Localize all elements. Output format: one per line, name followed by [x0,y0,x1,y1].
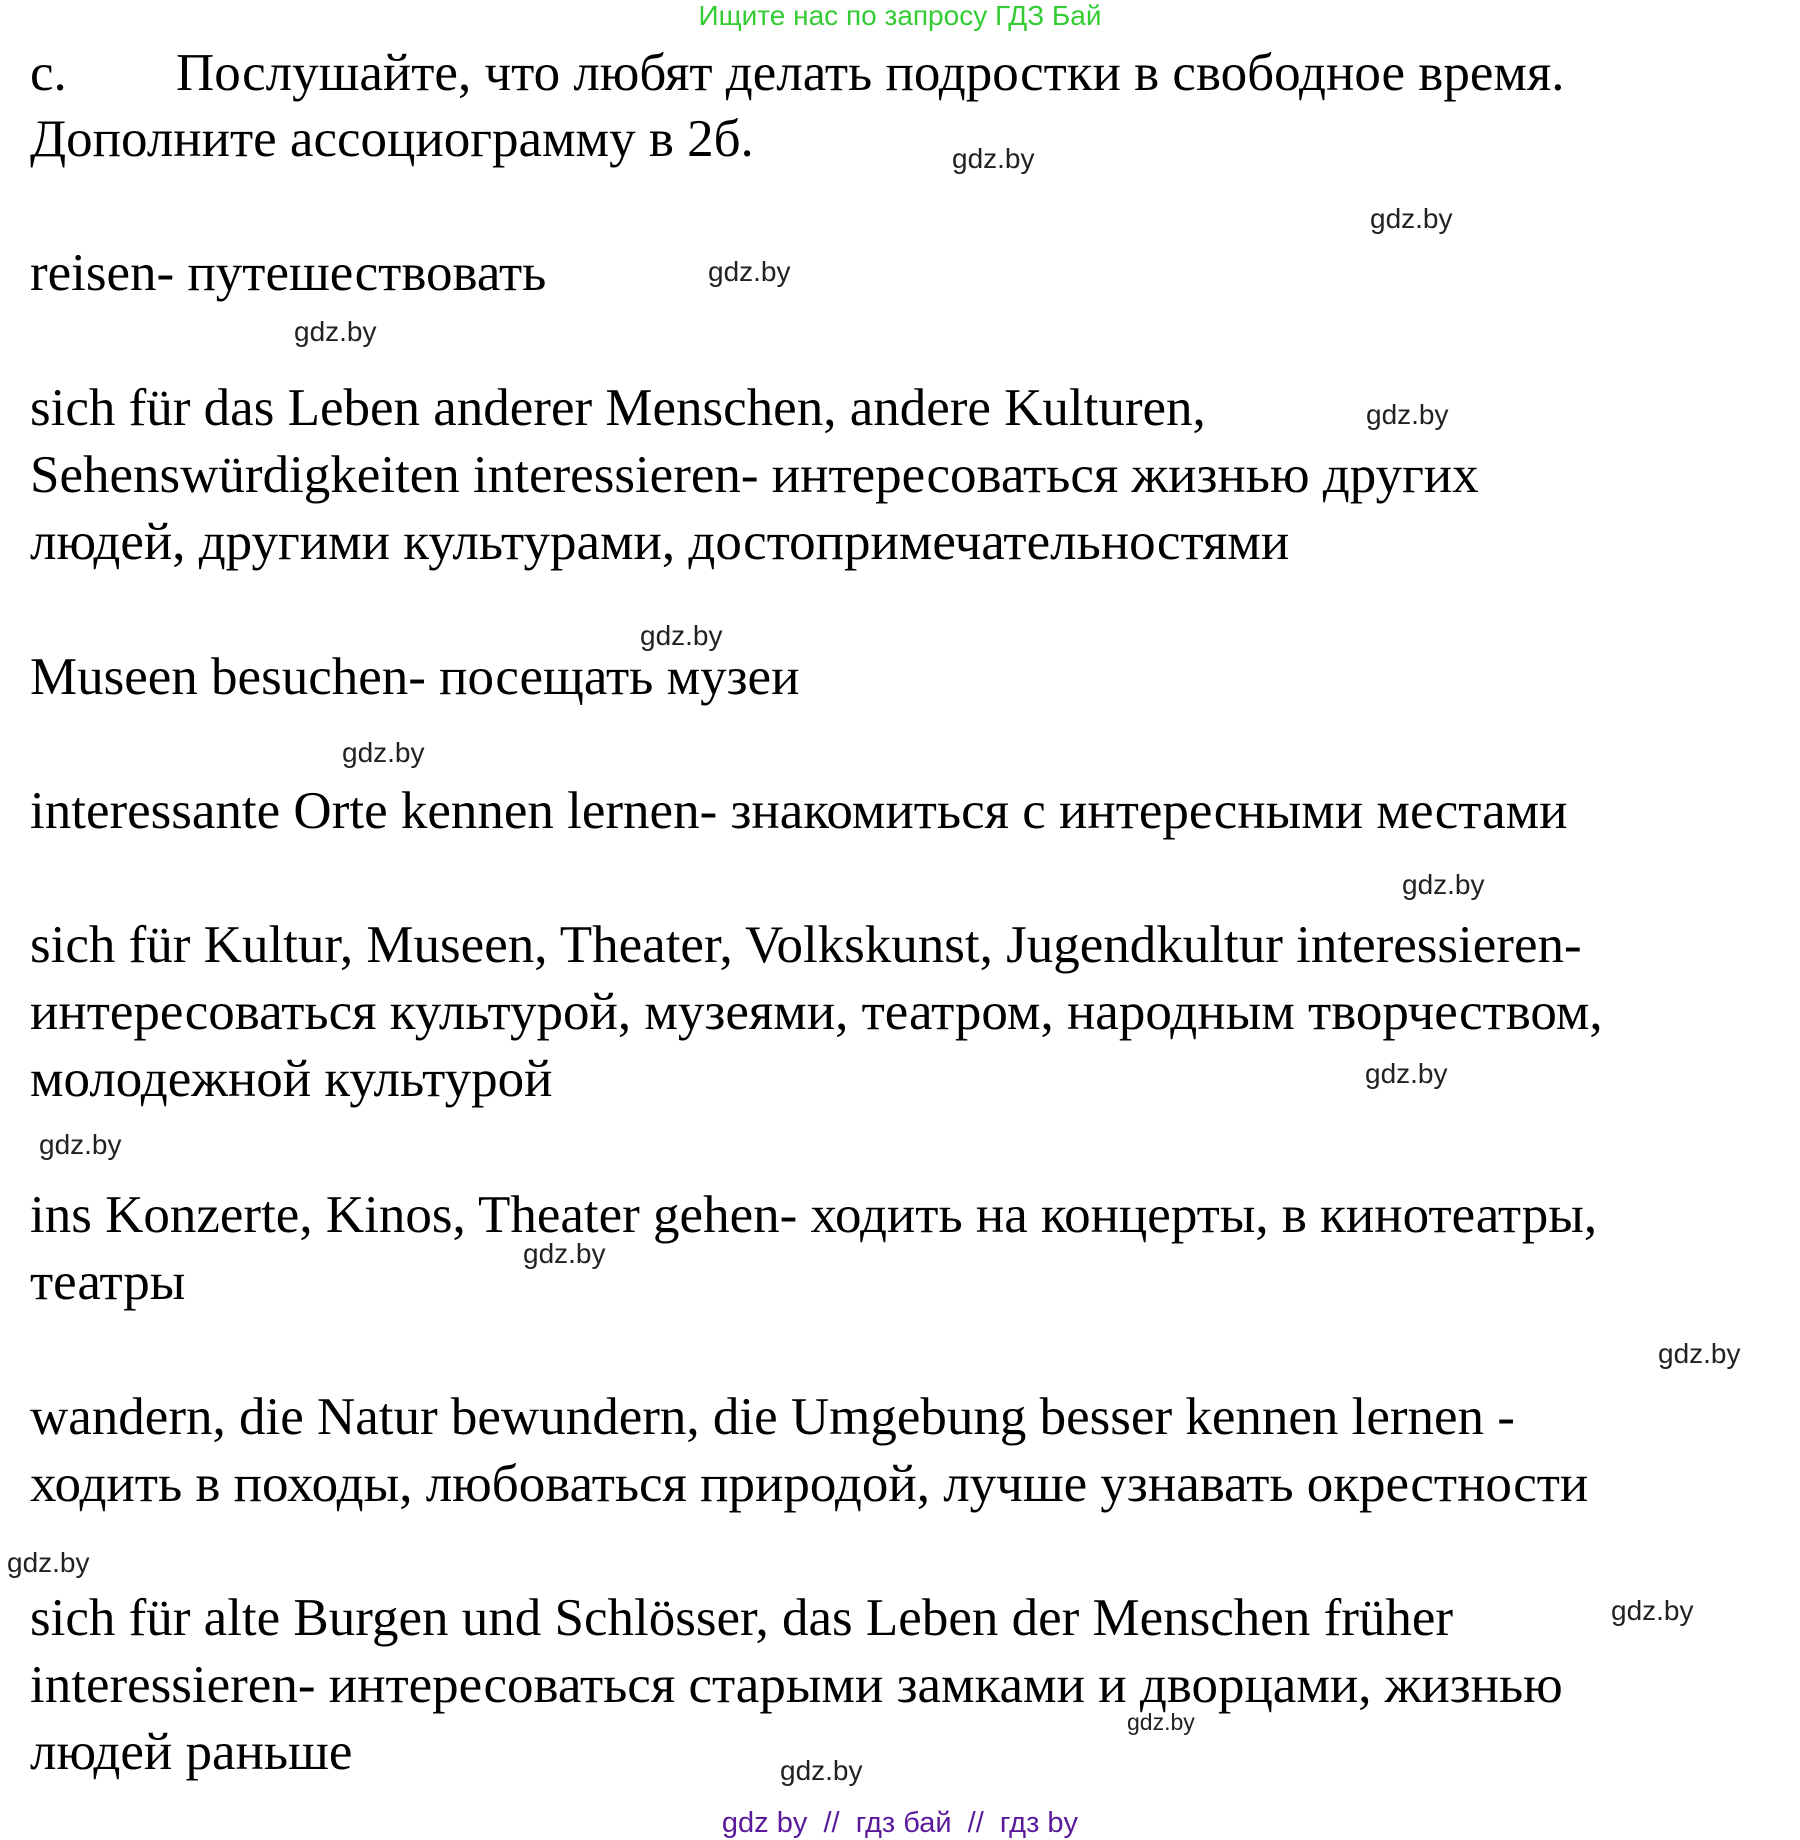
watermark: gdz.by [1370,203,1453,234]
answer-line: interessieren- интересоваться старыми замками и дворцами, жизнью [30,1656,1563,1714]
footer-links: gdz by // гдз бай // гдз by [721,1807,1079,1839]
answer-line: Museen besuchen- посещать музеи [30,648,800,706]
watermark: gdz.by [1127,1709,1195,1735]
answer-line: sich für alte Burgen und Schlösser, das Leben der Menschen früher [30,1589,1454,1647]
watermark: gdz.by [294,316,377,347]
answer-line: ins Konzerte, Kinos, Theater gehen- ходить на концерты, в кинотеатры, [30,1186,1598,1244]
task-instruction: Послушайте, что любят делать подростки в свободное время. [176,44,1565,102]
watermark: gdz.by [1366,399,1449,430]
answer-line: Sehenswürdigkeiten interessieren- интересоваться жизнью других [30,446,1479,504]
watermark: gdz.by [1402,869,1485,900]
task-line-2: Дополните ассоциограмму в 2б. [30,110,754,168]
watermark: gdz.by [39,1129,122,1160]
answer-line: людей раньше [30,1723,353,1781]
watermark: gdz.by [1365,1058,1448,1089]
answer-line: interessante Orte kennen lernen- знакомиться с интересными местами [30,782,1568,840]
answer-line: reisen- путешествовать [30,244,547,302]
answer-line: людей, другими культурами, достопримечательностями [30,513,1290,571]
watermark: gdz.by [640,620,723,651]
watermark: gdz.by [952,143,1035,174]
answer-line: wandern, die Natur bewundern, die Umgebung besser kennen lernen - [30,1388,1515,1446]
answer-line: интересоваться культурой, музеями, театром, народным творчеством, [30,983,1603,1041]
watermark: gdz.by [342,737,425,768]
header-banner: Ищите нас по запросу ГДЗ Бай [698,0,1102,31]
task-letter: c. [30,44,67,102]
answer-line: sich für das Leben anderer Menschen, andere Kulturen, [30,379,1206,437]
watermark: gdz.by [708,256,791,287]
watermark: gdz.by [780,1755,863,1786]
watermark: gdz.by [523,1238,606,1269]
answer-line: театры [30,1253,186,1311]
watermark: gdz.by [7,1547,90,1578]
watermark: gdz.by [1658,1338,1741,1369]
answer-line: sich für Kultur, Museen, Theater, Volkskunst, Jugendkultur interessieren- [30,916,1582,974]
answer-line: ходить в походы, любоваться природой, лучше узнавать окрестности [30,1455,1589,1513]
task-line-1 [30,43,1565,103]
answer-line: молодежной культурой [30,1050,553,1108]
watermark: gdz.by [1611,1595,1694,1626]
